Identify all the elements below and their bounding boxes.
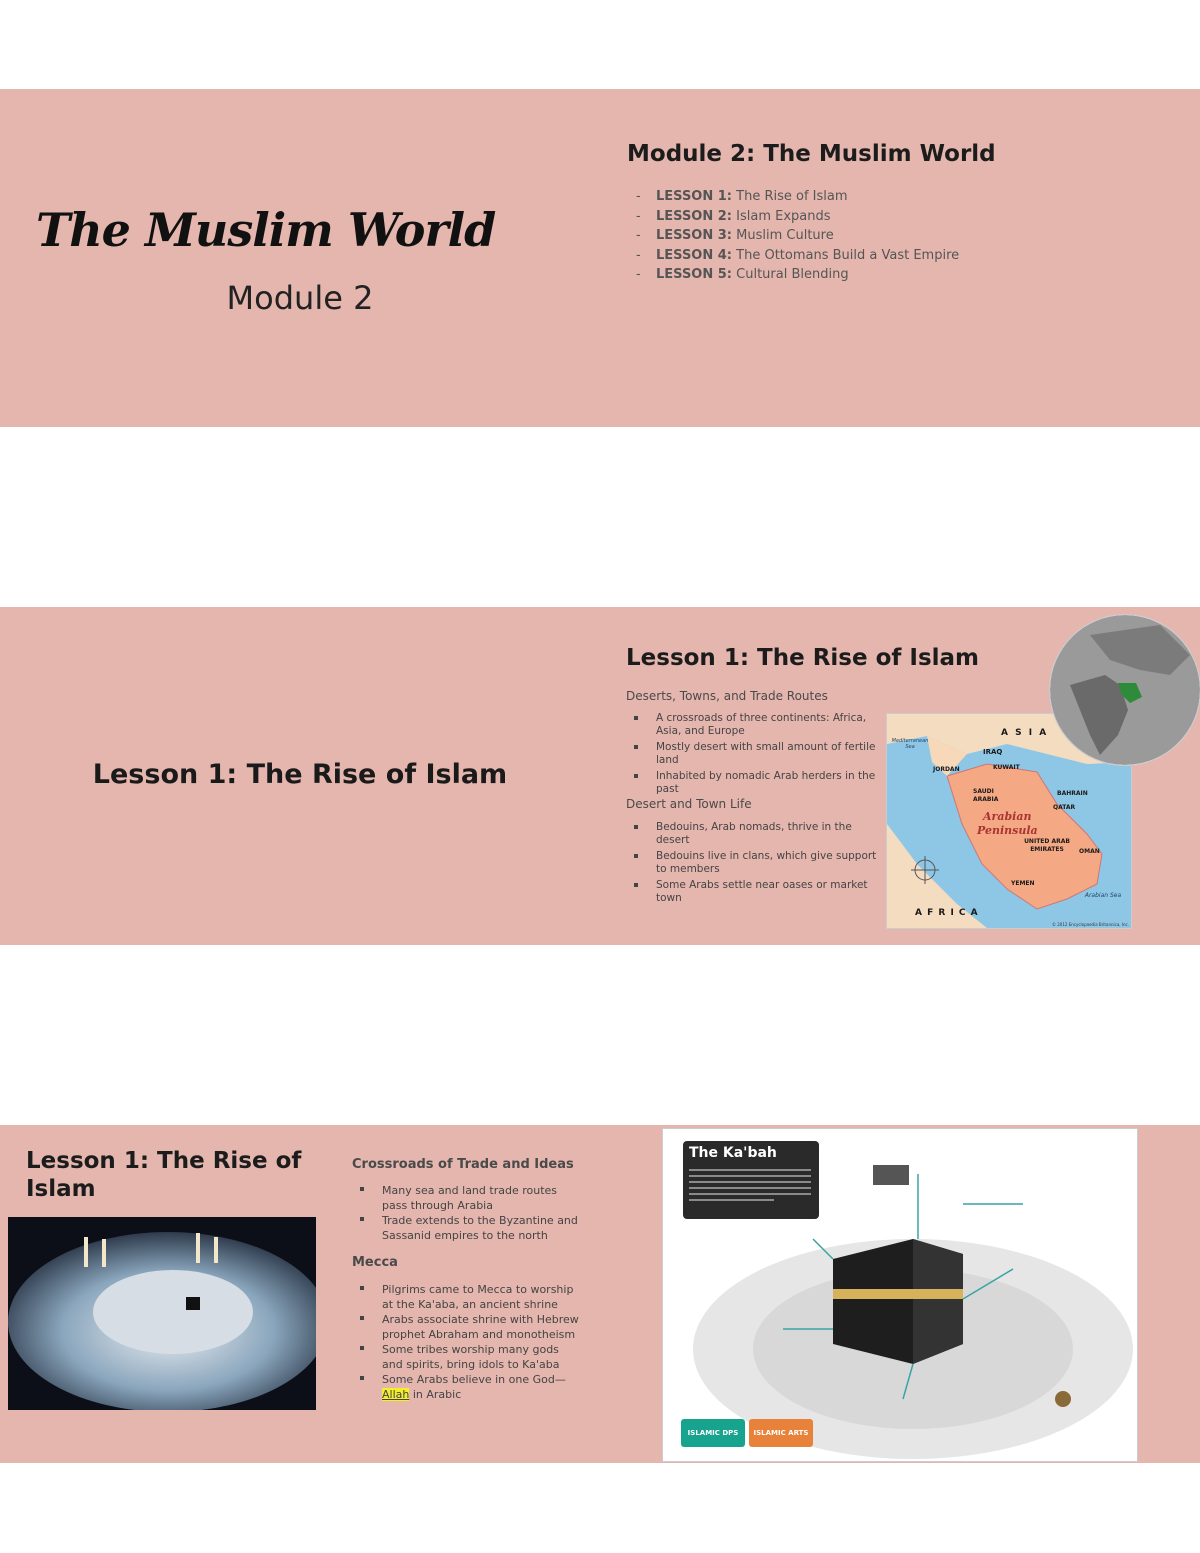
islamic-dps-logo: ISLAMIC DPS: [681, 1419, 745, 1447]
slide-lesson1-intro: [0, 607, 1200, 945]
list-item: Pilgrims came to Mecca to worship at the Ka'aba, an ancient shrine: [352, 1282, 582, 1312]
kabah-infographic: [662, 1128, 1138, 1462]
module-heading: Module 2: The Muslim World: [627, 141, 996, 167]
list-item: A crossroads of three continents: Africa, Asia, and Europe: [626, 712, 881, 737]
main-subtitle: Module 2: [226, 279, 374, 317]
list-item: Some Arabs settle near oases or market town: [626, 879, 881, 904]
mecca-photo: [8, 1217, 316, 1410]
list-item: Bedouins, Arab nomads, thrive in the desert: [626, 821, 881, 846]
lesson-item: - LESSON 5: Cultural Blending: [636, 267, 849, 282]
lesson-item: - LESSON 2: Islam Expands: [636, 208, 831, 224]
list-item: Mostly desert with small amount of fertile land: [626, 741, 881, 766]
map-label-yemen: YEMEN: [1011, 880, 1035, 887]
infographic-text-lines: [689, 1169, 811, 1205]
lesson-item: - LESSON 3: Muslim Culture: [636, 228, 834, 243]
lesson-heading: Lesson 1: The Rise of Islam: [626, 645, 980, 671]
subheading-desert-town: Desert and Town Life: [626, 797, 752, 811]
lesson-item: - LESSON 1: The Rise of Islam: [636, 189, 848, 204]
list-item: Arabs associate shrine with Hebrew prophet Abraham and monotheism: [352, 1312, 582, 1342]
subheading-deserts: Deserts, Towns, and Trade Routes: [626, 689, 828, 703]
list-item: Many sea and land trade routes pass through Arabia: [352, 1183, 582, 1213]
lesson-item: - LESSON 4: The Ottomans Build a Vast Empire: [636, 247, 960, 263]
list-item: Trade extends to the Byzantine and Sassanid empires to the north: [352, 1213, 582, 1243]
map-label-oman: OMAN: [1079, 848, 1100, 855]
bullet-list-mecca: [352, 1282, 582, 1402]
map-label-arabian: Arabian: [983, 810, 1032, 823]
map-copyright: © 2012 Encyclopaedia Britannica, Inc.: [1051, 922, 1129, 927]
map-label-jordan: JORDAN: [933, 766, 960, 773]
slide-lesson1-mecca: [0, 1125, 1200, 1463]
map-label-qatar: QATAR: [1053, 804, 1076, 811]
slide-title: [0, 89, 1200, 427]
map-label-peninsula: Peninsula: [977, 824, 1038, 837]
bullet-list-crossroads: [352, 1183, 582, 1243]
map-label-saudi: SAUDI ARABIA: [973, 788, 999, 803]
map-label-med-sea: Mediterranean Sea: [891, 738, 929, 750]
list-item: Bedouins live in clans, which give support to members: [626, 850, 881, 875]
bullet-list-desert-town: [626, 821, 881, 908]
infographic-title: The Ka'bah: [689, 1145, 777, 1161]
bullet-list-deserts: [626, 712, 881, 799]
map-label-asia: A S I A: [1001, 728, 1049, 738]
main-title: The Muslim World: [36, 203, 496, 257]
lesson-heading: Lesson 1: The Rise of Islam: [26, 1148, 302, 1202]
list-item: Some tribes worship many gods and spirits, bring idols to Ka'aba: [352, 1342, 582, 1372]
list-item: Some Arabs believe in one God—Allah in Arabic: [352, 1372, 582, 1402]
slide-center-title: Lesson 1: The Rise of Islam: [92, 759, 508, 790]
list-item: Inhabited by nomadic Arab herders in the past: [626, 770, 881, 795]
subheading-crossroads: Crossroads of Trade and Ideas: [352, 1157, 574, 1172]
lesson-list: [636, 187, 959, 285]
map-label-arabian-sea: Arabian Sea: [1084, 892, 1122, 899]
map-label-uae: UNITED ARAB EMIRATES: [1024, 838, 1070, 853]
islamic-arts-logo: ISLAMIC ARTS: [749, 1419, 813, 1447]
map-label-bahrain: BAHRAIN: [1057, 790, 1088, 797]
map-label-africa: A F R I C A: [915, 908, 979, 918]
map-label-kuwait: KUWAIT: [993, 764, 1020, 771]
subheading-mecca: Mecca: [352, 1255, 398, 1270]
allah-highlight: Allah: [382, 1388, 410, 1401]
globe-locator-image: [1049, 614, 1200, 766]
map-label-iraq: IRAQ: [983, 748, 1003, 756]
